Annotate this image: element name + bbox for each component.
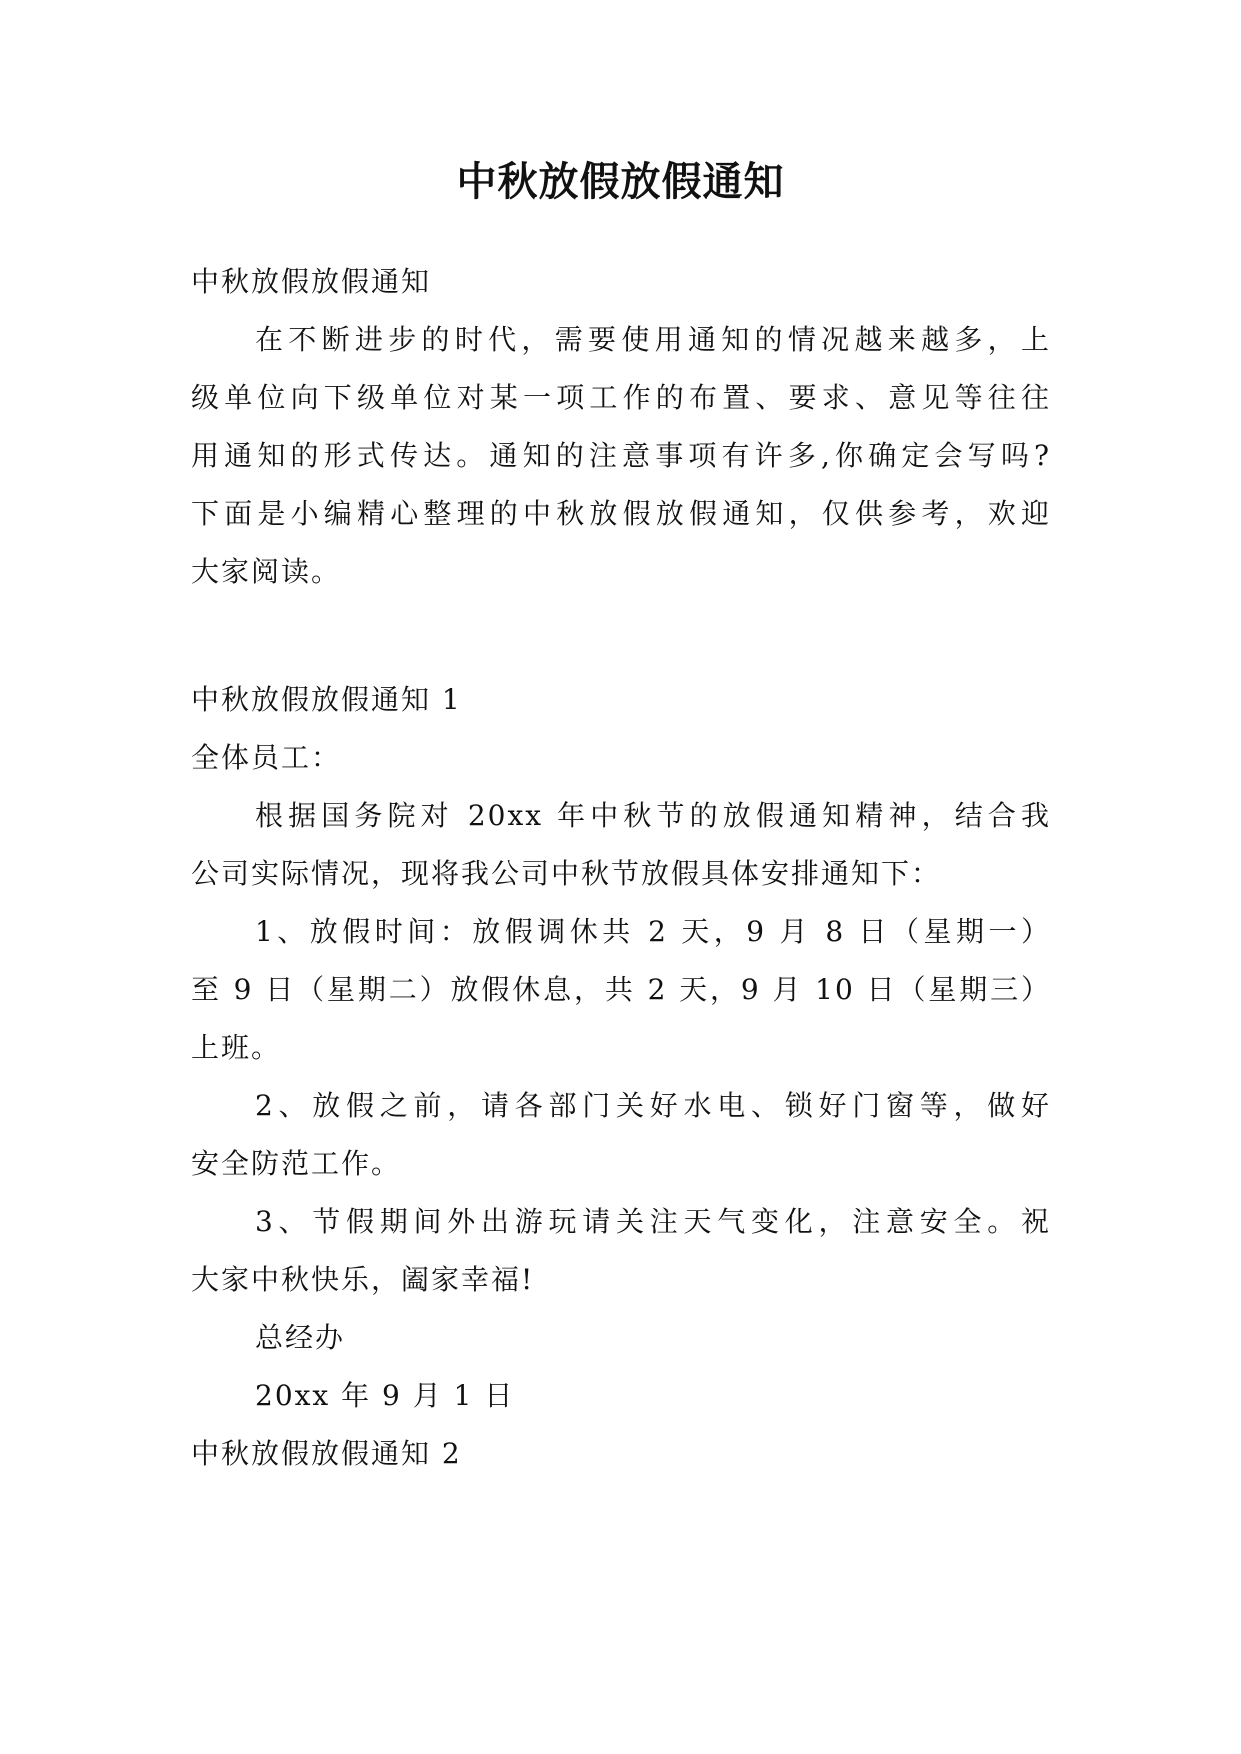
document-subtitle-block: [191, 253, 1051, 311]
intro-line: 用通知的形式传达。通知的注意事项有许多,你确定会写吗?: [191, 439, 1051, 472]
notice-1-item-1-line: 1、放假时间：放假调休共 2 天，9 月 8 日（星期一）: [255, 915, 1051, 948]
notice-1-item-3-line: 3、节假期间外出游玩请关注天气变化，注意安全。祝: [255, 1205, 1051, 1238]
intro-line: 在不断进步的时代，需要使用通知的情况越来越多，上: [255, 323, 1051, 356]
intro-line: 下面是小编精心整理的中秋放假放假通知，仅供参考，欢迎: [191, 497, 1051, 530]
notice-1-item-2-line: 安全防范工作。: [191, 1147, 402, 1180]
notice-1-item-1-line: 至 9 日（星期二）放假休息，共 2 天，9 月 10 日（星期三）: [191, 973, 1051, 1006]
notice-2-heading: 中秋放假放假通知 2: [191, 1437, 462, 1470]
notice-1-section: [191, 671, 1051, 1483]
intro-line: 大家阅读。: [191, 555, 342, 588]
notice-1-signature: 总经办: [255, 1321, 346, 1354]
notice-1-date: 20xx 年 9 月 1 日: [255, 1379, 515, 1412]
document-subtitle: 中秋放假放假通知: [191, 265, 432, 298]
notice-1-item-2-line: 2、放假之前，请各部门关好水电、锁好门窗等，做好: [255, 1089, 1051, 1122]
document-title: 中秋放假放假通知: [456, 158, 785, 205]
intro-line: 级单位向下级单位对某一项工作的布置、要求、意见等往往: [191, 381, 1051, 414]
notice-1-item-1-line: 上班。: [191, 1031, 282, 1064]
notice-1-paragraph-line: 公司实际情况，现将我公司中秋节放假具体安排通知下：: [191, 857, 942, 890]
notice-1-item-3-line: 大家中秋快乐，阖家幸福!: [191, 1263, 535, 1296]
notice-1-salutation: 全体员工：: [191, 741, 342, 774]
notice-1-heading: 中秋放假放假通知 1: [191, 683, 462, 716]
notice-1-paragraph-line: 根据国务院对 20xx 年中秋节的放假通知精神，结合我: [255, 799, 1051, 832]
intro-paragraph: [191, 311, 1051, 601]
